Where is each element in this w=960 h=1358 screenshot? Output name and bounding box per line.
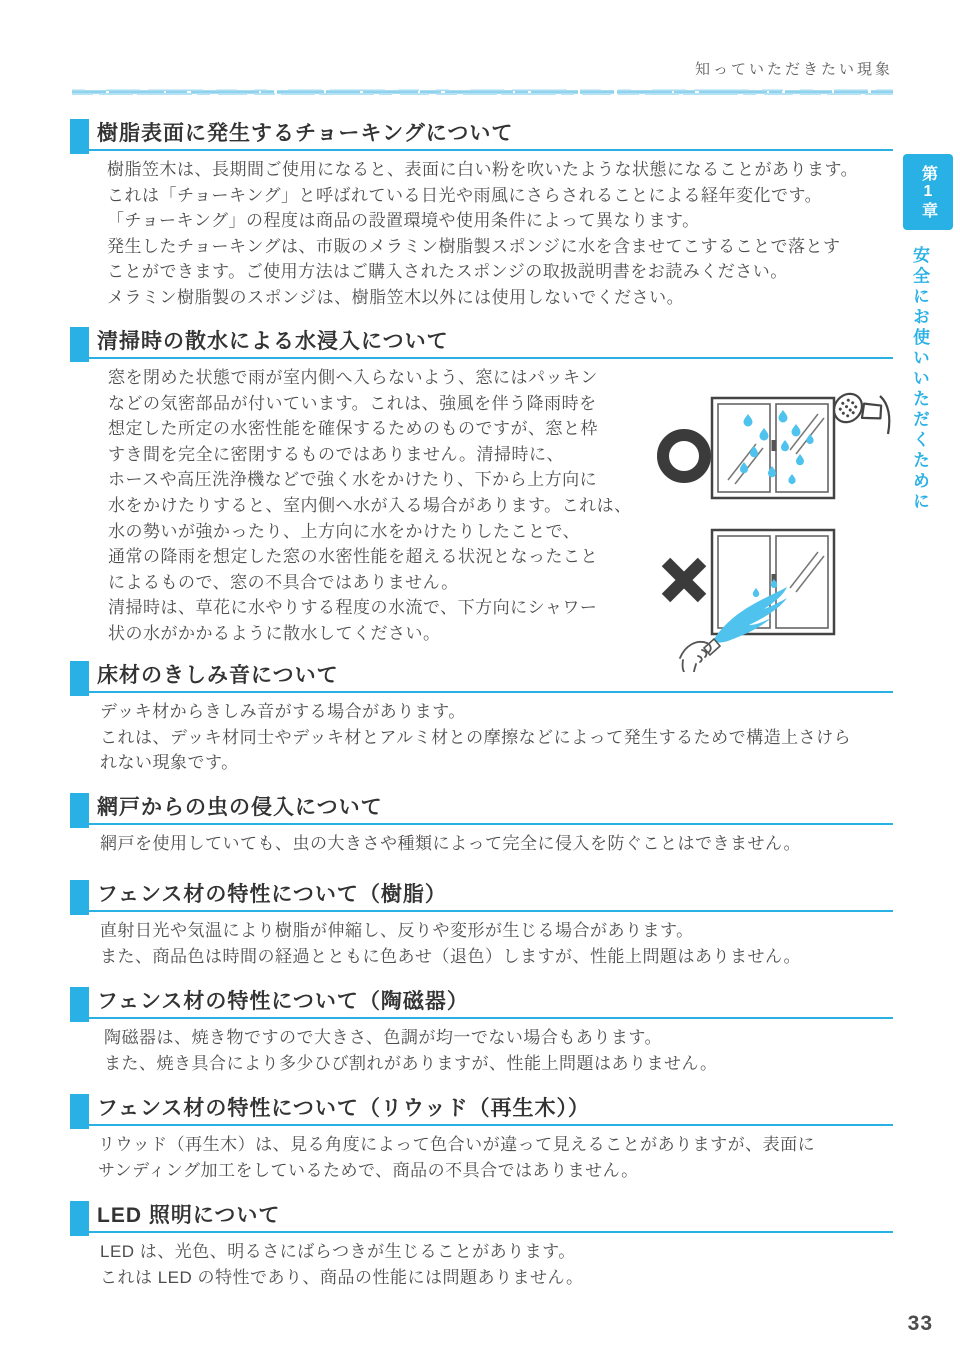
section-heading: 樹脂表面に発生するチョーキングについて bbox=[97, 122, 514, 145]
heading-square-icon bbox=[70, 793, 89, 828]
ok-circle-icon bbox=[663, 435, 705, 477]
body-line: これは「チョーキング」と呼ばれている日光や雨風にさらされることによる経年変化です。 bbox=[107, 185, 823, 205]
section-heading-bar bbox=[70, 327, 893, 359]
section-chalking bbox=[70, 119, 893, 311]
section-body bbox=[70, 1239, 893, 1290]
brush-divider bbox=[72, 88, 893, 98]
body-line: これは、デッキ材同士やデッキ材とアルミ材との摩擦などによって発生するためで構造上さけら bbox=[100, 727, 852, 747]
chapter-tab-label: 第1章 bbox=[919, 164, 937, 220]
section-heading-bar bbox=[70, 1201, 893, 1233]
body-line: 網戸を使用していても、虫の大きさや種類によって完全に侵入を防ぐことはできません。 bbox=[100, 834, 802, 853]
heading-square-icon bbox=[70, 1094, 89, 1129]
section-fence-resin bbox=[70, 880, 893, 969]
heading-square-icon bbox=[70, 987, 89, 1022]
window-spray-up-illustration bbox=[652, 524, 892, 672]
heading-square-icon bbox=[70, 327, 89, 362]
section-heading-bar bbox=[70, 880, 893, 912]
section-body bbox=[70, 918, 893, 969]
section-body bbox=[70, 157, 893, 311]
heading-square-icon bbox=[70, 880, 89, 915]
section-heading-bar bbox=[70, 793, 893, 825]
body-line: LED は、光色、明るさにばらつきが生じることがあります。 bbox=[100, 1242, 576, 1261]
heading-square-icon bbox=[70, 661, 89, 696]
body-line: 窓を閉めた状態で雨が室内側へ入らないよう、窓にはパッキン bbox=[108, 368, 598, 387]
body-line: すき間を完全に密閉するものではありません。清掃時に、 bbox=[108, 444, 565, 464]
body-line: 水をかけたりすると、室内側へ水が入る場合があります。これは、 bbox=[108, 495, 632, 515]
body-line: ことができます。ご使用方法はご購入されたスポンジの取扱説明書をお読みください。 bbox=[107, 262, 788, 282]
section-heading-bar bbox=[70, 119, 893, 151]
body-line: ホースや高圧洗浄機などで強く水をかけたり、下から上方向に bbox=[108, 470, 598, 490]
body-line: メラミン樹脂製のスポンジは、樹脂笠木以外には使用しないでください。 bbox=[107, 287, 685, 307]
body-line: デッキ材からきしみ音がする場合があります。 bbox=[100, 702, 466, 721]
shower-head-icon bbox=[828, 381, 889, 439]
body-line: これは LED の特性であり、商品の性能には問題ありません。 bbox=[100, 1267, 584, 1287]
section-heading-bar bbox=[70, 661, 893, 693]
body-line: サンディング加工をしているためで、商品の不具合ではありません。 bbox=[98, 1160, 639, 1180]
body-line: 樹脂笠木は、長期間ご使用になると、表面に白い粉を吹いたような状態になることがあります。 bbox=[107, 160, 859, 179]
ng-cross-icon bbox=[666, 562, 702, 598]
body-line: リウッド（再生木）は、見る角度によって色合いが違って見えることがありますが、表面に bbox=[98, 1135, 816, 1154]
section-heading: LED 照明について bbox=[97, 1204, 281, 1227]
body-line: 直射日光や気温により樹脂が伸縮し、反りや変形が生じる場合があります。 bbox=[100, 921, 694, 940]
section-heading-bar bbox=[70, 1094, 893, 1126]
section-body bbox=[70, 1132, 893, 1183]
body-line: 「チョーキング」の程度は商品の設置環境や使用条件によって異なります。 bbox=[107, 211, 700, 231]
section-heading: 清掃時の散水による水浸入について bbox=[97, 330, 449, 353]
body-line: などの気密部品が付いています。これは、強風を伴う降雨時を bbox=[108, 393, 597, 413]
section-fence-ceramic bbox=[70, 987, 893, 1076]
body-line: 想定した所定の水密性能を確保するためのものですが、窓と枠 bbox=[108, 419, 598, 439]
body-line: また、焼き具合により多少ひび割れがありますが、性能上問題はありません。 bbox=[104, 1053, 718, 1073]
chapter-tab bbox=[903, 154, 953, 230]
section-body bbox=[70, 831, 893, 857]
section-heading: フェンス材の特性について（陶磁器） bbox=[97, 990, 469, 1013]
window-spray-down-illustration bbox=[652, 380, 892, 502]
section-heading: 網戸からの虫の侵入について bbox=[97, 796, 383, 819]
section-heading-bar bbox=[70, 987, 893, 1019]
body-line: 発生したチョーキングは、市販のメラミン樹脂製スポンジに水を含ませてこすることで落とす bbox=[107, 236, 841, 256]
body-line: によるもので、窓の不具合ではありません。 bbox=[108, 572, 459, 592]
window-illustration bbox=[712, 398, 834, 498]
section-body bbox=[70, 1025, 893, 1076]
heading-square-icon bbox=[70, 119, 89, 154]
body-line: 清掃時は、草花に水やりする程度の水流で、下方向にシャワー bbox=[108, 598, 598, 618]
section-heading: フェンス材の特性について（樹脂） bbox=[97, 883, 447, 906]
body-line: また、商品色は時間の経過とともに色あせ（退色）しますが、性能上問題はありません。 bbox=[100, 946, 802, 966]
section-heading: フェンス材の特性について（リウッド（再生木）） bbox=[97, 1097, 590, 1120]
section-body bbox=[70, 365, 635, 647]
section-insect-screen bbox=[70, 793, 893, 857]
body-line: れない現象です。 bbox=[100, 753, 239, 773]
section-floor-creak bbox=[70, 661, 893, 776]
body-line: 水の勢いが強かったり、上方向に水をかけたりしたことで、 bbox=[108, 521, 581, 541]
running-header: 知っていただきたい現象 bbox=[694, 61, 893, 78]
heading-square-icon bbox=[70, 1201, 89, 1236]
section-body bbox=[70, 699, 893, 776]
section-heading: 床材のきしみ音について bbox=[97, 664, 339, 687]
page-number: 33 bbox=[907, 1312, 933, 1335]
body-line: 通常の降雨を想定した窓の水密性能を超える状況となったこと bbox=[108, 547, 598, 567]
body-line: 状の水がかかるように散水してください。 bbox=[108, 623, 441, 643]
chapter-title-vertical: 安全にお使いいただくために bbox=[910, 246, 929, 513]
section-led-lighting bbox=[70, 1201, 893, 1290]
body-line: 陶磁器は、焼き物ですので大きさ、色調が均一でない場合もあります。 bbox=[104, 1028, 662, 1047]
section-fence-rewood bbox=[70, 1094, 893, 1183]
